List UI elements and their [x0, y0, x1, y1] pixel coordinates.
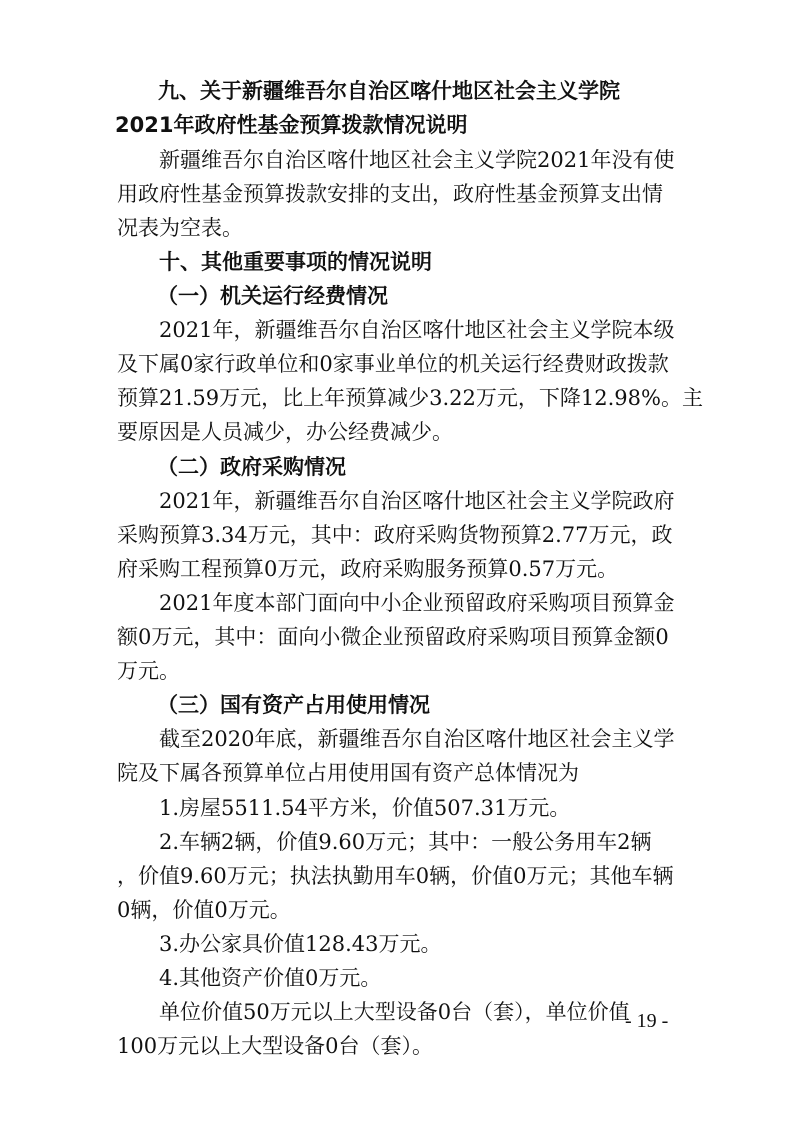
operating-costs-title: （一）机关运行经费情况	[157, 283, 388, 308]
operating-costs-line: 预算21.59万元，比上年预算减少3.22万元，下降12.98%。主	[117, 386, 703, 410]
procurement-line: 万元。	[117, 659, 180, 683]
procurement-line: 采购预算3.34万元，其中：政府采购货物预算2.77万元，政	[117, 523, 673, 547]
section-9-paragraph-line: 用政府性基金预算拨款安排的支出，政府性基金预算支出情	[117, 182, 663, 206]
assets-equipment-line: 单位价值50万元以上大型设备0台（套），单位价值	[159, 1000, 630, 1024]
page-number: - 19 -	[625, 1010, 669, 1032]
operating-costs-line: 2021年，新疆维吾尔自治区喀什地区社会主义学院本级	[159, 318, 675, 342]
procurement-line: 府采购工程预算0万元，政府采购服务预算0.57万元。	[117, 557, 619, 581]
assets-item-3: 3.办公家具价值128.43万元。	[159, 932, 442, 956]
section-9-paragraph-line: 况表为空表。	[117, 216, 243, 240]
procurement-title: （二）政府采购情况	[157, 454, 346, 479]
operating-costs-line: 及下属0家行政单位和0家事业单位的机关运行经费财政拨款	[117, 352, 669, 376]
assets-equipment-line: 100万元以上大型设备0台（套）。	[117, 1034, 433, 1058]
procurement-line: 2021年，新疆维吾尔自治区喀什地区社会主义学院政府	[159, 489, 675, 513]
assets-item-2-line: 0辆，价值0万元。	[117, 898, 291, 922]
procurement-line: 2021年度本部门面向中小企业预留政府采购项目预算金	[159, 591, 675, 615]
section-9-paragraph-line: 新疆维吾尔自治区喀什地区社会主义学院2021年没有使	[159, 148, 675, 172]
procurement-line: 额0万元，其中：面向小微企业预留政府采购项目预算金额0	[117, 625, 669, 649]
assets-intro-line: 院及下属各预算单位占用使用国有资产总体情况为	[117, 761, 579, 785]
assets-intro-line: 截至2020年底，新疆维吾尔自治区喀什地区社会主义学	[159, 727, 675, 751]
section-9-heading-line-2: 2021年政府性基金预算拨款情况说明	[115, 113, 468, 137]
assets-item-4: 4.其他资产价值0万元。	[159, 966, 382, 990]
assets-item-2-line: 2.车辆2辆，价值9.60万元；其中：一般公务用车2辆	[159, 830, 652, 854]
assets-item-1: 1.房屋5511.54平方米，价值507.31万元。	[159, 796, 571, 820]
operating-costs-line: 要原因是人员减少，办公经费减少。	[117, 420, 453, 444]
section-9-heading-line-1: 九、关于新疆维吾尔自治区喀什地区社会主义学院	[158, 79, 620, 103]
section-10-heading: 十、其他重要事项的情况说明	[159, 250, 432, 274]
assets-item-2-line: ，价值9.60万元；执法执勤用车0辆，价值0万元；其他车辆	[117, 864, 674, 888]
assets-title: （三）国有资产占用使用情况	[157, 692, 430, 717]
